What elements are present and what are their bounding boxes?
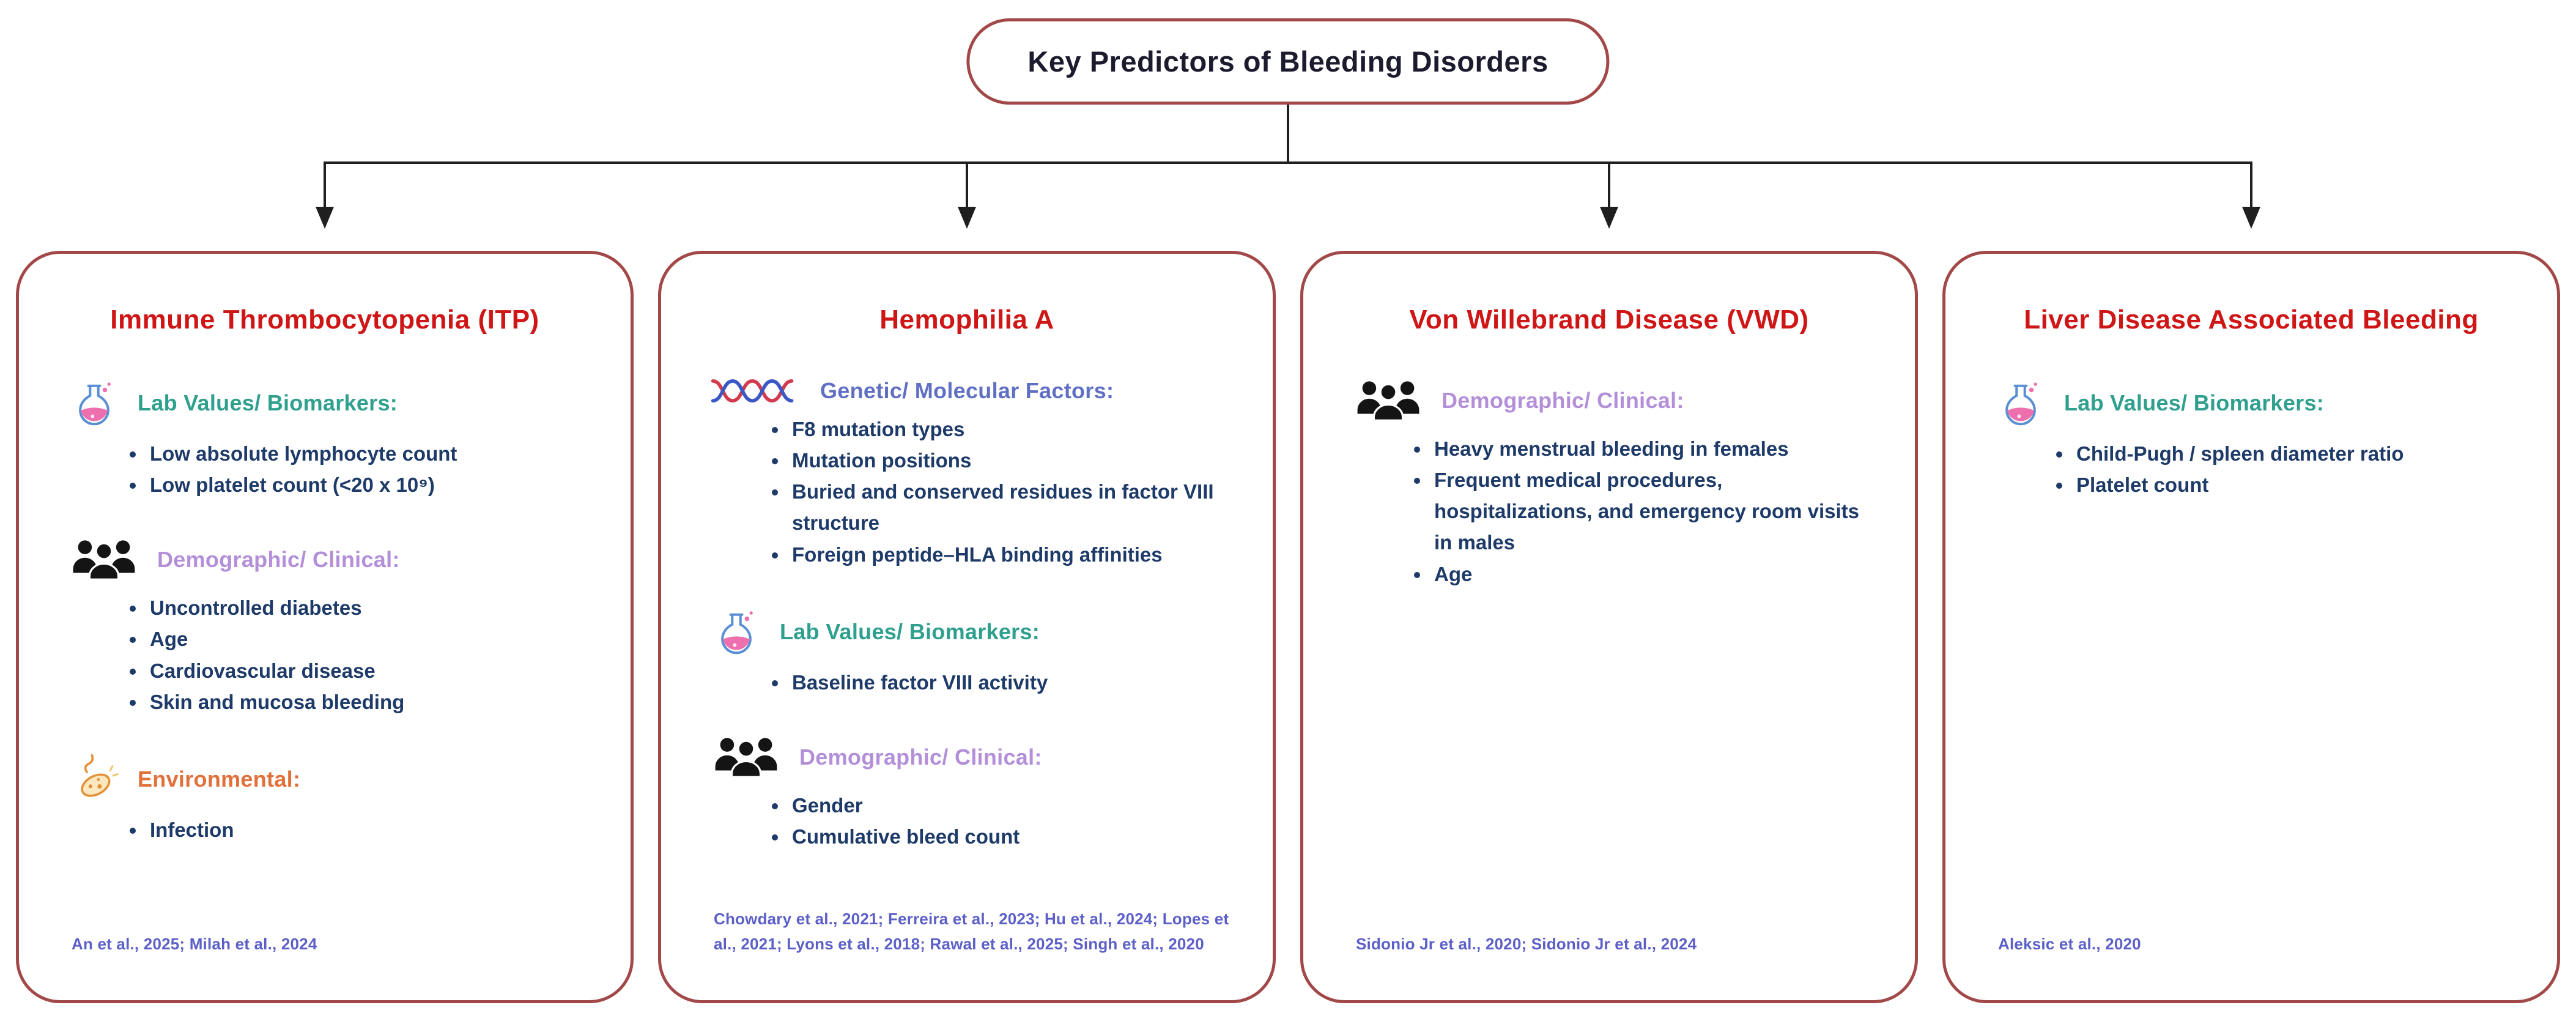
predictor-item: • Platelet count bbox=[2073, 469, 2522, 500]
people-icon bbox=[710, 733, 782, 781]
predictor-list bbox=[54, 592, 595, 718]
section-head bbox=[54, 753, 595, 806]
section-heading: Lab Values/ Biomarkers: bbox=[2064, 390, 2325, 415]
citation: Sidonio Jr et al., 2020; Sidonio Jr et al., 2024 bbox=[1356, 935, 1697, 954]
citation: Chowdary et al., 2021; Ferreira et al., 2023; Hu et al., 2024; Lopes et al., 2021; Lyons et al., 2018; Rawal et al., 2025; Singh et al., 2020 bbox=[714, 909, 1229, 954]
predictor-item: • Age bbox=[1430, 558, 1879, 590]
predictor-item: • Frequent medical procedures, hospitalizations, and emergency room visits in males bbox=[1430, 464, 1879, 558]
dna-icon bbox=[710, 377, 803, 405]
predictor-item: • Uncontrolled diabetes bbox=[146, 592, 595, 623]
predictor-item: • F8 mutation types bbox=[788, 414, 1237, 445]
section-head bbox=[54, 536, 595, 584]
section-head bbox=[54, 377, 595, 429]
section-head bbox=[697, 733, 1237, 781]
predictor-item: • Low platelet count (<20 x 10⁹) bbox=[146, 469, 595, 500]
predictor-item: • Buried and conserved residues in factor VIII structure bbox=[788, 476, 1237, 538]
predictor-item: • Heavy menstrual bleeding in females bbox=[1430, 433, 1879, 464]
predictor-item: • Mutation positions bbox=[788, 445, 1237, 476]
section-heading: Demographic/ Clinical: bbox=[799, 744, 1042, 770]
predictor-item: • Infection bbox=[146, 814, 595, 845]
card-title: Immune Thrombocytopenia (ITP) bbox=[110, 305, 539, 335]
section-heading: Demographic/ Clinical: bbox=[157, 547, 400, 573]
citation: An et al., 2025; Milah et al., 2024 bbox=[72, 935, 317, 954]
section-lab-values bbox=[1981, 377, 2522, 500]
predictor-list bbox=[1339, 433, 1879, 590]
bacteria-icon bbox=[68, 753, 120, 806]
predictor-item: • Age bbox=[146, 623, 595, 655]
card-hemophilia-a bbox=[658, 251, 1276, 1003]
citation: Aleksic et al., 2020 bbox=[1998, 935, 2141, 954]
predictor-list bbox=[697, 667, 1237, 698]
section-head bbox=[697, 377, 1237, 405]
section-lab-values bbox=[54, 377, 595, 500]
predictor-item: • Foreign peptide–HLA binding affinities bbox=[788, 539, 1237, 570]
cards-row bbox=[16, 251, 2560, 1003]
predictor-item: • Skin and mucosa bleeding bbox=[146, 686, 595, 718]
section-heading: Lab Values/ Biomarkers: bbox=[138, 390, 398, 415]
section-genetic bbox=[697, 377, 1237, 570]
section-head bbox=[1339, 377, 1879, 425]
predictor-item: • Cardiovascular disease bbox=[146, 655, 595, 686]
card-title: Hemophilia A bbox=[879, 305, 1054, 335]
section-head bbox=[697, 606, 1237, 658]
section-heading: Genetic/ Molecular Factors: bbox=[820, 378, 1114, 403]
card-liver-disease bbox=[1942, 251, 2560, 1003]
predictor-list bbox=[697, 790, 1237, 852]
predictor-list bbox=[1981, 438, 2522, 500]
predictor-item: • Cumulative bleed count bbox=[788, 821, 1237, 852]
predictor-list bbox=[54, 814, 595, 845]
section-lab-values bbox=[697, 606, 1237, 698]
section-head bbox=[1981, 377, 2522, 429]
predictor-list bbox=[697, 414, 1237, 570]
section-environmental bbox=[54, 753, 595, 845]
card-itp bbox=[16, 251, 634, 1003]
predictor-item: • Gender bbox=[788, 790, 1237, 821]
card-title: Von Willebrand Disease (VWD) bbox=[1409, 305, 1809, 335]
predictor-item: • Low absolute lymphocyte count bbox=[146, 438, 595, 469]
section-heading: Demographic/ Clinical: bbox=[1442, 388, 1684, 413]
section-heading: Lab Values/ Biomarkers: bbox=[780, 618, 1040, 644]
section-demographic bbox=[54, 536, 595, 718]
section-demographic bbox=[697, 733, 1237, 852]
section-demographic bbox=[1339, 377, 1879, 590]
flask-icon bbox=[710, 606, 763, 658]
predictor-item: • Baseline factor VIII activity bbox=[788, 667, 1237, 698]
people-icon bbox=[1352, 377, 1424, 425]
flask-icon bbox=[68, 377, 120, 429]
flask-icon bbox=[1994, 377, 2047, 429]
people-icon bbox=[68, 536, 140, 584]
predictor-item: • Child-Pugh / spleen diameter ratio bbox=[2073, 438, 2522, 469]
card-title: Liver Disease Associated Bleeding bbox=[2024, 305, 2479, 335]
diagram-title: Key Predictors of Bleeding Disorders bbox=[966, 18, 1609, 105]
card-vwd bbox=[1300, 251, 1918, 1003]
predictor-list bbox=[54, 438, 595, 500]
section-heading: Environmental: bbox=[138, 766, 301, 792]
